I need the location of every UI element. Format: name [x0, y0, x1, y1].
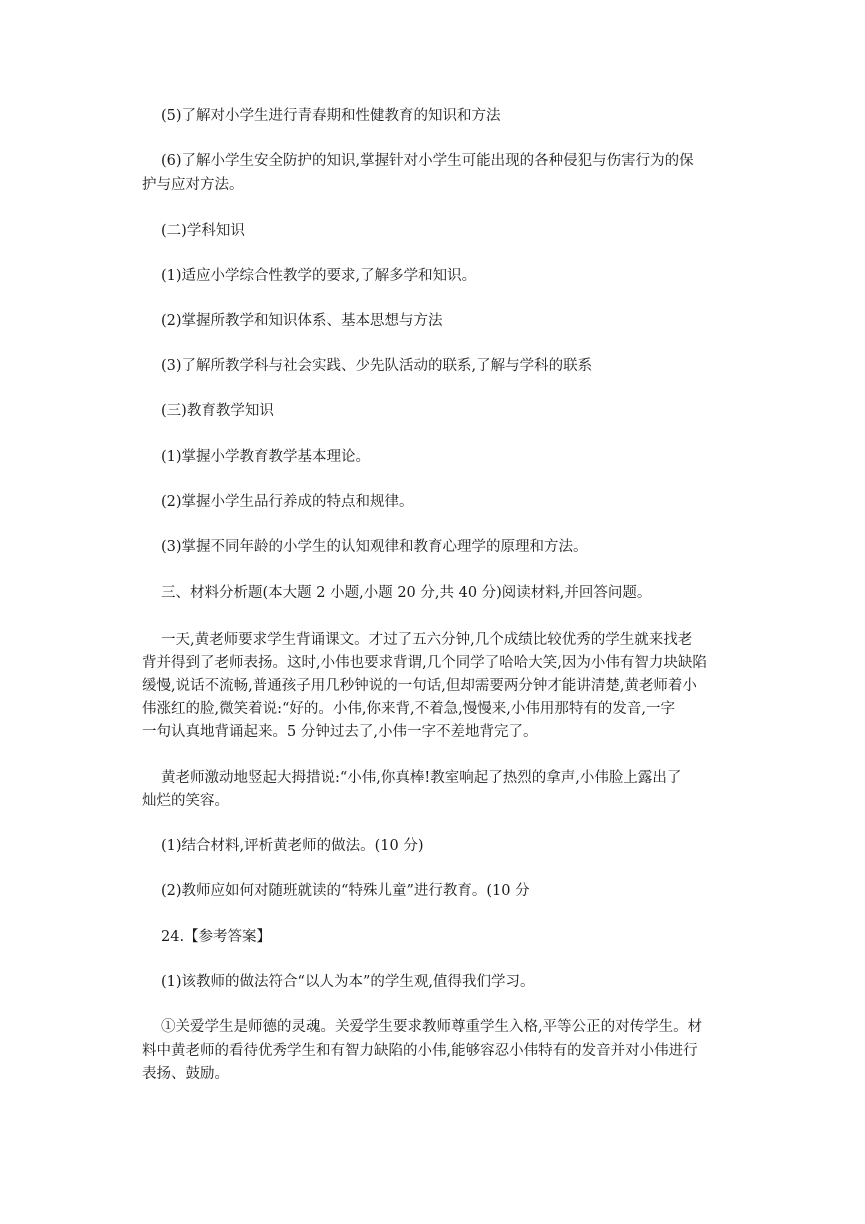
answer-point-1-line-3: 表扬、鼓励。 [142, 1066, 229, 1082]
section-3-heading: (三)教育教学知识 [161, 403, 274, 419]
subject-item-2: (2)掌握所教学和知识体系、基本思想与方法 [161, 313, 443, 329]
material-paragraph-1-line-4: 伟涨红的脸,微笑着说:“好的。小伟,你来背,不着急,慢慢来,小伟用那特有的发音,一字 [142, 701, 675, 717]
item-5-adolescence: (5)了解对小学生进行青春期和性健教育的知识和方法 [161, 108, 501, 124]
part-3-heading: 三、材料分析题(本大题 2 小题,小题 20 分,共 40 分)阅读材料,并回答问题。 [161, 585, 652, 601]
answer-point-1-line-1: ①关爱学生是师德的灵魂。关爱学生要求教师尊重学生入格,平等公正的对传学生。材 [161, 1019, 703, 1035]
subject-item-1: (1)适应小学综合性教学的要求,了解多学和知识。 [161, 268, 477, 284]
question-2: (2)教师应如何对随班就读的“特殊儿童”进行教育。(10 分 [161, 883, 530, 899]
question-1: (1)结合材料,评析黄老师的做法。(10 分) [161, 838, 424, 854]
teaching-item-1: (1)掌握小学教育教学基本理论。 [161, 449, 371, 465]
item-6-safety-line-2: 护与应对方法。 [142, 177, 244, 193]
material-paragraph-1-line-1: 一天,黄老师要求学生背诵课文。才过了五六分钟,几个成绩比较优秀的学生就来找老 [161, 632, 693, 648]
subject-item-3: (3)了解所教学科与社会实践、少先队活动的联系,了解与学科的联系 [161, 358, 593, 374]
teaching-item-3: (3)掌握不同年龄的小学生的认知观律和教育心理学的原理和方法。 [161, 539, 588, 555]
material-paragraph-2-line-1: 黄老师激动地竖起大拇措说:“小伟,你真棒!教室响起了热烈的拿声,小伟脸上露出了 [161, 770, 682, 786]
teaching-item-2: (2)掌握小学生品行养成的特点和规律。 [161, 494, 414, 510]
material-paragraph-2-line-2: 灿烂的笑容。 [142, 793, 229, 809]
section-2-heading: (二)学科知识 [161, 223, 245, 239]
answer-1: (1)该教师的做法符合“以人为本”的学生观,值得我们学习。 [161, 974, 535, 990]
material-paragraph-1-line-3: 缓慢,说话不流畅,普通孩子用几秒钟说的一句话,但却需要两分钟才能讲清楚,黄老师着小 [142, 678, 697, 694]
item-6-safety-line-1: (6)了解小学生安全防护的知识,掌握针对小学生可能出现的各种侵犯与伤害行为的保 [161, 153, 694, 169]
material-paragraph-1-line-2: 背并得到了老师表扬。这时,小伟也要求背谓,几个同学了哈哈大笑,因为小伟有智力块缺陷 [142, 655, 707, 671]
answer-heading: 24.【参考答案】 [161, 929, 272, 945]
material-paragraph-1-line-5: 一句认真地背诵起来。5 分钟过去了,小伟一字不差地背完了。 [142, 724, 538, 740]
answer-point-1-line-2: 料中黄老师的看待优秀学生和有智力缺陷的小伟,能够容忍小伟特有的发音并对小伟进行 [142, 1043, 698, 1059]
